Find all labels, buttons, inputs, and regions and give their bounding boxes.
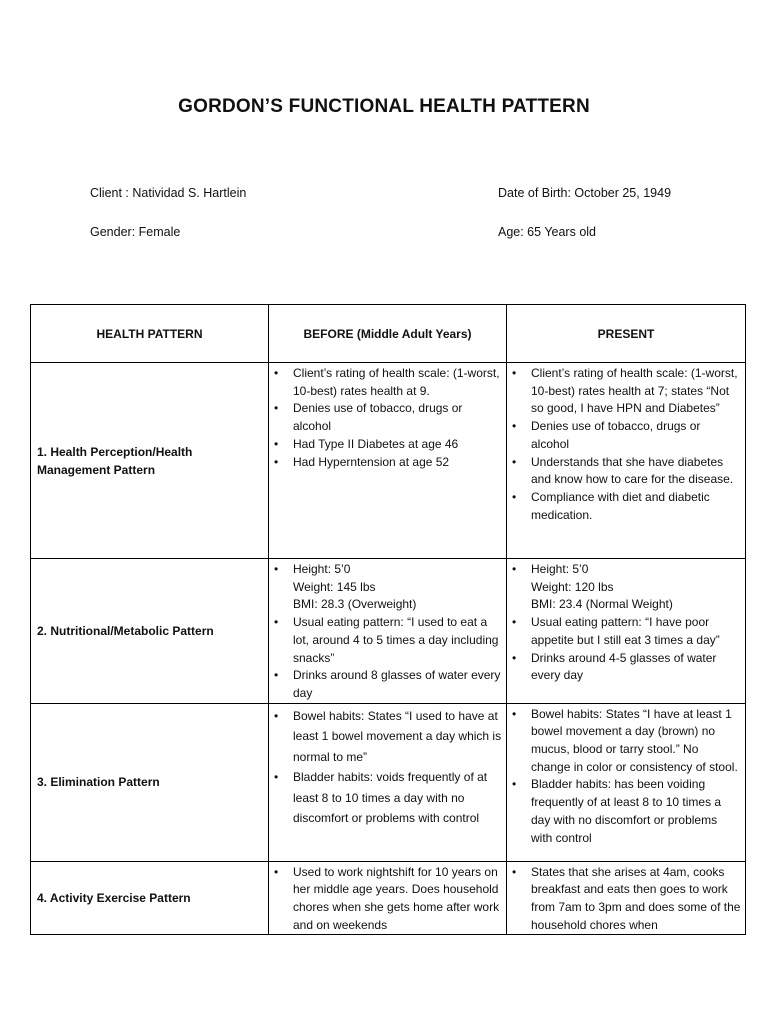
pattern-label: 3. Elimination Pattern bbox=[31, 703, 269, 861]
list-item: • Height: 5’0 Weight: 145 lbs BMI: 28.3 (Overweight) bbox=[273, 561, 502, 614]
present-list bbox=[507, 862, 745, 935]
list-item: • Denies use of tobacco, drugs or alcohol bbox=[511, 418, 741, 453]
pattern-label: 1. Health Perception/Health Management Pattern bbox=[31, 363, 269, 559]
list-item: • Compliance with diet and diabetic medication. bbox=[511, 489, 741, 524]
list-item: • Bowel habits: States “I have at least 1 bowel movement a day (brown) no mucus, blood or tarry stool.” No change in color or consistency of stool. bbox=[511, 706, 741, 777]
list-item: • Drinks around 8 glasses of water every day bbox=[273, 667, 502, 702]
table-row bbox=[31, 363, 746, 559]
list-item: • Usual eating pattern: “I have poor appetite but I still eat 3 times a day” bbox=[511, 614, 741, 649]
before-list bbox=[269, 704, 506, 829]
age: Age: 65 Years old bbox=[498, 225, 596, 239]
before-cell bbox=[269, 559, 507, 704]
list-item: • Used to work nightshift for 10 years on her middle age years. Does household chores when she gets home after work and on weekends bbox=[273, 864, 502, 935]
list-item: • Bowel habits: States “I used to have at least 1 bowel movement a day which is normal to me” bbox=[273, 706, 502, 768]
present-list bbox=[507, 363, 745, 524]
header-before: BEFORE (Middle Adult Years) bbox=[269, 305, 507, 363]
list-item: • Had Hyperntension at age 52 bbox=[273, 454, 502, 472]
before-cell bbox=[269, 861, 507, 935]
client-name: Client : Natividad S. Hartlein bbox=[90, 186, 247, 200]
present-cell bbox=[507, 363, 746, 559]
before-list bbox=[269, 559, 506, 703]
table-header-row bbox=[31, 305, 746, 363]
before-cell bbox=[269, 703, 507, 861]
date-of-birth: Date of Birth: October 25, 1949 bbox=[498, 186, 672, 200]
list-item: • Bladder habits: voids frequently of at least 8 to 10 times a day with no discomfort or problems with control bbox=[273, 767, 502, 829]
header-present: PRESENT bbox=[507, 305, 746, 363]
before-list bbox=[269, 363, 506, 471]
table-row bbox=[31, 861, 746, 935]
present-list bbox=[507, 704, 745, 848]
list-item: • Bladder habits: has been voiding frequently of at least 8 to 10 times a day with no discomfort or problems with control bbox=[511, 776, 741, 847]
list-item: • Client’s rating of health scale: (1-worst, 10-best) rates health at 9. bbox=[273, 365, 502, 400]
present-cell bbox=[507, 703, 746, 861]
pattern-label: 2. Nutritional/Metabolic Pattern bbox=[31, 559, 269, 704]
list-item: • Client’s rating of health scale: (1-worst, 10-best) rates health at 7; states “Not so good, I have HPN and Diabetes” bbox=[511, 365, 741, 418]
before-list bbox=[269, 862, 506, 935]
table-row bbox=[31, 703, 746, 861]
present-cell bbox=[507, 559, 746, 704]
list-item: • Denies use of tobacco, drugs or alcohol bbox=[273, 400, 502, 435]
header-health-pattern: HEALTH PATTERN bbox=[31, 305, 269, 363]
pattern-label: 4. Activity Exercise Pattern bbox=[31, 861, 269, 935]
list-item: • Had Type II Diabetes at age 46 bbox=[273, 436, 502, 454]
before-cell bbox=[269, 363, 507, 559]
list-item: • Height: 5’0 Weight: 120 lbs BMI: 23.4 (Normal Weight) bbox=[511, 561, 741, 614]
list-item: • Understands that she have diabetes and know how to care for the disease. bbox=[511, 454, 741, 489]
present-cell bbox=[507, 861, 746, 935]
document-title: GORDON’S FUNCTIONAL HEALTH PATTERN bbox=[178, 96, 590, 117]
list-item: • States that she arises at 4am, cooks breakfast and eats then goes to work from 7am to 3pm and does some of the household chores when bbox=[511, 864, 741, 935]
list-item: • Drinks around 4-5 glasses of water every day bbox=[511, 650, 741, 685]
gender: Gender: Female bbox=[90, 225, 181, 239]
health-pattern-table bbox=[30, 304, 746, 935]
table-row bbox=[31, 559, 746, 704]
list-item: • Usual eating pattern: “I used to eat a lot, around 4 to 5 times a day including snacks” bbox=[273, 614, 502, 667]
present-list bbox=[507, 559, 745, 685]
